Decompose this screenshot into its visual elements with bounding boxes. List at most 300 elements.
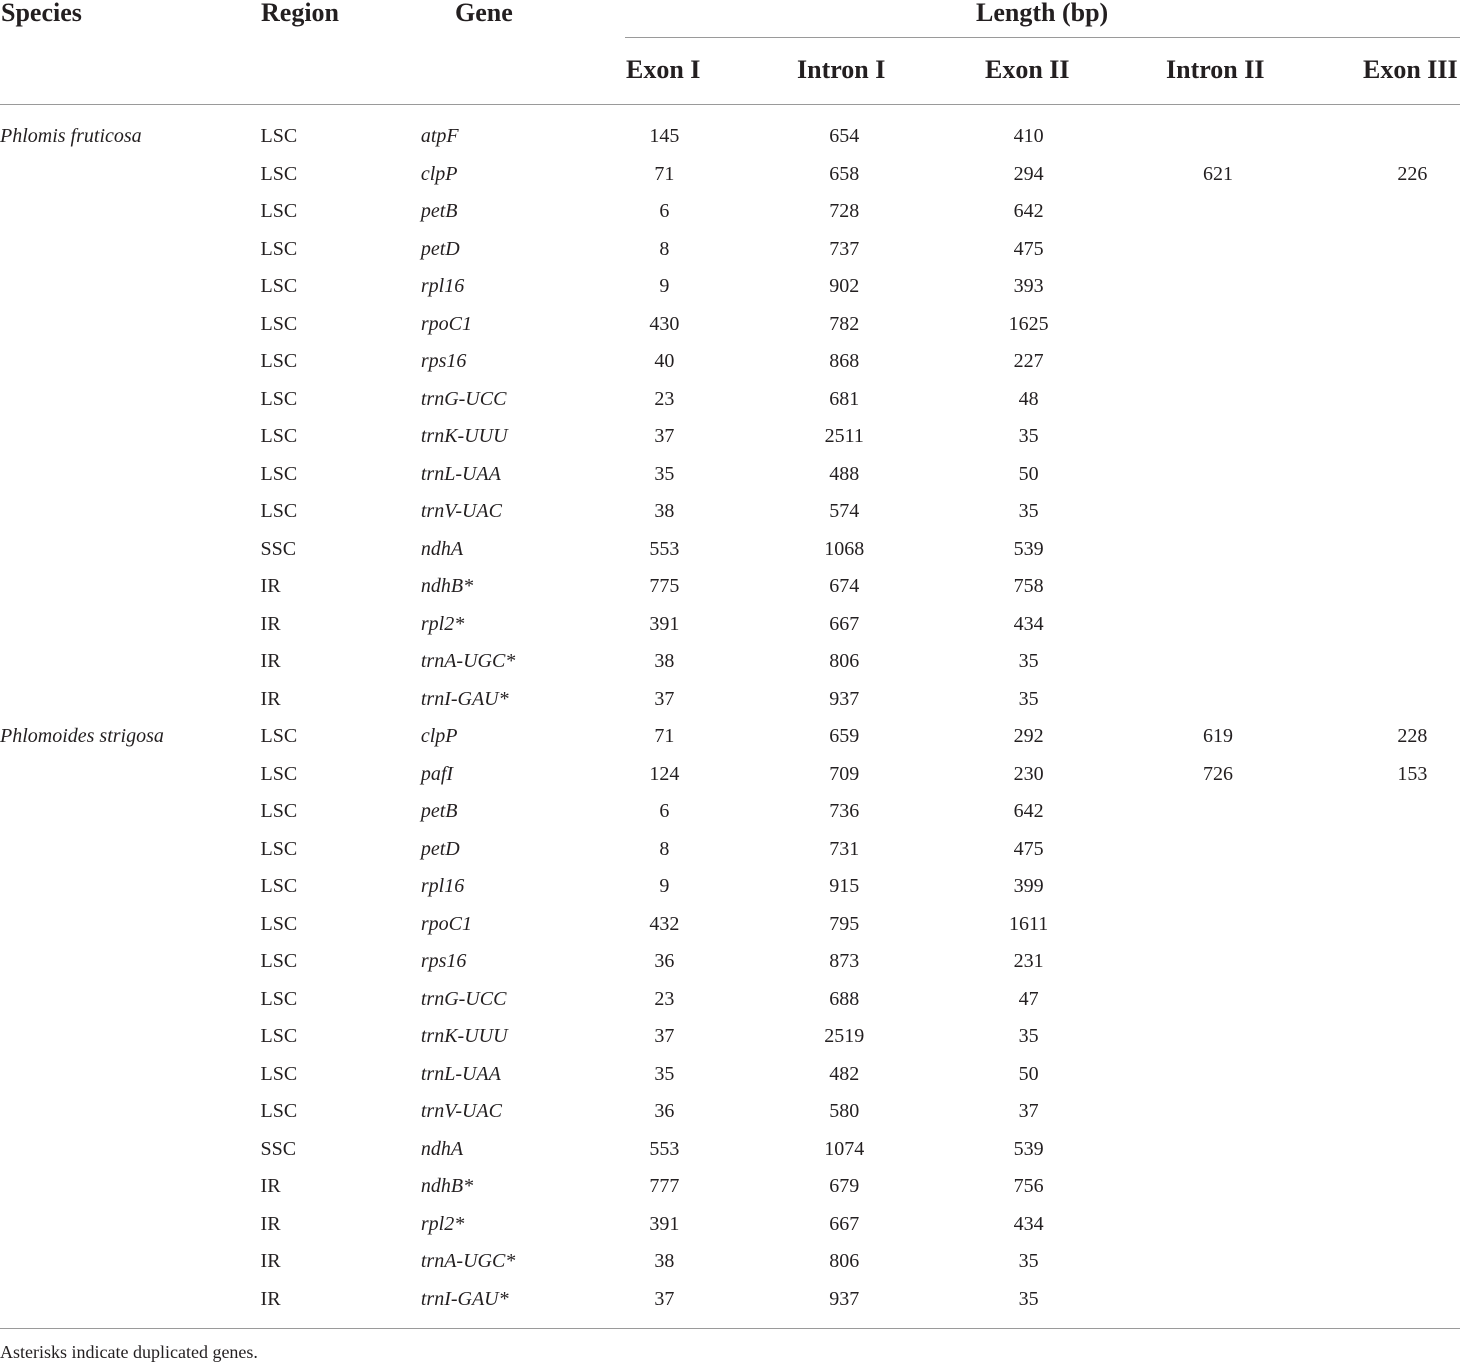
exon-2-cell: 434 xyxy=(1013,1212,1044,1235)
table-row xyxy=(0,1018,1460,1056)
exon-3-cell xyxy=(1365,906,1460,944)
exon-2-cell: 50 xyxy=(1018,462,1039,485)
intron-1-cell: 2519 xyxy=(824,1025,865,1048)
species-cell xyxy=(0,306,261,344)
species-cell xyxy=(0,756,261,794)
exon-1-cell: 391 xyxy=(649,612,680,635)
species-cell: Phlomoides strigosa xyxy=(0,725,164,748)
exon-3-cell xyxy=(1365,1243,1460,1281)
region-cell: LSC xyxy=(260,312,298,335)
exon-3-cell xyxy=(1365,118,1460,156)
footnote: Asterisks indicate duplicated genes. xyxy=(0,1342,258,1362)
exon-3-cell xyxy=(1365,831,1460,869)
gene-cell: rpl16 xyxy=(420,875,465,898)
region-cell: IR xyxy=(260,1175,281,1198)
table-row xyxy=(0,1281,1460,1319)
region-cell: LSC xyxy=(260,162,298,185)
intron-1-cell: 667 xyxy=(829,1212,860,1235)
intron-2-cell xyxy=(1071,1243,1365,1281)
gene-cell: clpP xyxy=(420,725,458,748)
table-row xyxy=(0,831,1460,869)
exon-2-cell: 1611 xyxy=(1008,912,1049,935)
exon-1-cell: 23 xyxy=(654,387,675,410)
exon-3-cell xyxy=(1365,193,1460,231)
intron-2-cell xyxy=(1071,831,1365,869)
exon-2-cell: 48 xyxy=(1018,387,1039,410)
exon-3-cell xyxy=(1365,1168,1460,1206)
gene-cell: petD xyxy=(420,837,460,860)
species-cell xyxy=(0,793,261,831)
intron-1-cell: 737 xyxy=(829,237,860,260)
header-species: Species xyxy=(1,0,82,27)
header-length: Length (bp) xyxy=(976,0,1109,27)
exon-1-cell: 36 xyxy=(654,1100,675,1123)
gene-length-table xyxy=(0,118,1460,1318)
exon-2-cell: 642 xyxy=(1013,800,1044,823)
intron-1-cell: 868 xyxy=(829,350,860,373)
exon-2-cell: 758 xyxy=(1013,575,1044,598)
exon-1-cell: 35 xyxy=(654,462,675,485)
region-cell: LSC xyxy=(260,387,298,410)
gene-cell: trnL-UAA xyxy=(420,462,501,485)
intron-1-cell: 488 xyxy=(829,462,860,485)
gene-cell: trnG-UCC xyxy=(420,387,507,410)
intron-2-cell xyxy=(1071,306,1365,344)
species-cell xyxy=(0,943,261,981)
species-cell xyxy=(0,643,261,681)
exon-2-cell: 35 xyxy=(1018,1250,1039,1273)
exon-3-cell xyxy=(1365,1131,1460,1169)
exon-2-cell: 231 xyxy=(1013,950,1044,973)
exon-2-cell: 399 xyxy=(1013,875,1044,898)
exon-2-cell: 393 xyxy=(1013,275,1044,298)
exon-3-cell xyxy=(1365,1093,1460,1131)
table-row xyxy=(0,756,1460,794)
exon-1-cell: 430 xyxy=(649,312,680,335)
intron-2-cell xyxy=(1071,981,1365,1019)
species-cell xyxy=(0,1206,261,1244)
gene-cell: rpl16 xyxy=(420,275,465,298)
exon-1-cell: 9 xyxy=(659,275,670,298)
exon-1-cell: 35 xyxy=(654,1062,675,1085)
intron-2-cell: 726 xyxy=(1202,762,1233,785)
header-gene: Gene xyxy=(455,0,513,27)
header-intron-2: Intron II xyxy=(1166,55,1265,84)
gene-cell: trnK-UUU xyxy=(420,425,508,448)
table-row xyxy=(0,1243,1460,1281)
table-row xyxy=(0,981,1460,1019)
intron-2-cell xyxy=(1071,418,1365,456)
intron-1-cell: 654 xyxy=(829,125,860,148)
intron-1-cell: 482 xyxy=(829,1062,860,1085)
table-row xyxy=(0,1131,1460,1169)
table-row xyxy=(0,381,1460,419)
table-row xyxy=(0,418,1460,456)
exon-2-cell: 292 xyxy=(1013,725,1044,748)
species-cell xyxy=(0,831,261,869)
table-row xyxy=(0,1206,1460,1244)
species-cell xyxy=(0,868,261,906)
gene-cell: rpl2* xyxy=(420,612,465,635)
intron-2-cell xyxy=(1071,1168,1365,1206)
intron-2-cell xyxy=(1071,681,1365,719)
gene-cell: trnA-UGC* xyxy=(420,650,516,673)
intron-1-cell: 681 xyxy=(829,387,860,410)
intron-1-cell: 915 xyxy=(829,875,860,898)
exon-2-cell: 227 xyxy=(1013,350,1044,373)
exon-1-cell: 37 xyxy=(654,1025,675,1048)
exon-1-cell: 23 xyxy=(654,987,675,1010)
gene-cell: trnV-UAC xyxy=(420,500,502,523)
gene-cell: clpP xyxy=(420,162,458,185)
exon-3-cell xyxy=(1365,493,1460,531)
table-row xyxy=(0,643,1460,681)
gene-cell: trnA-UGC* xyxy=(420,1250,516,1273)
gene-cell: ndhA xyxy=(420,537,464,560)
exon-1-cell: 145 xyxy=(649,125,680,148)
region-cell: IR xyxy=(260,575,281,598)
intron-2-cell xyxy=(1071,868,1365,906)
gene-cell: pafI xyxy=(420,762,454,785)
region-cell: LSC xyxy=(260,500,298,523)
intron-2-cell xyxy=(1071,568,1365,606)
species-cell xyxy=(0,1168,261,1206)
exon-2-cell: 37 xyxy=(1018,1100,1039,1123)
species-cell xyxy=(0,268,261,306)
region-cell: LSC xyxy=(260,837,298,860)
exon-3-cell xyxy=(1365,306,1460,344)
region-cell: LSC xyxy=(260,800,298,823)
intron-2-cell xyxy=(1071,193,1365,231)
intron-2-cell xyxy=(1071,1056,1365,1094)
intron-2-cell xyxy=(1071,531,1365,569)
header-exon-1: Exon I xyxy=(626,55,701,84)
exon-1-cell: 777 xyxy=(649,1175,680,1198)
exon-3-cell xyxy=(1365,643,1460,681)
region-cell: LSC xyxy=(260,987,298,1010)
intron-2-cell xyxy=(1071,343,1365,381)
exon-2-cell: 1625 xyxy=(1008,312,1049,335)
intron-2-cell xyxy=(1071,231,1365,269)
intron-2-cell xyxy=(1071,381,1365,419)
species-cell xyxy=(0,193,261,231)
species-cell xyxy=(0,156,261,194)
table-row xyxy=(0,1056,1460,1094)
exon-3-cell xyxy=(1365,943,1460,981)
table-row xyxy=(0,568,1460,606)
region-cell: LSC xyxy=(260,1025,298,1048)
exon-2-cell: 35 xyxy=(1018,687,1039,710)
intron-1-cell: 937 xyxy=(829,687,860,710)
exon-3-cell: 228 xyxy=(1397,725,1428,748)
gene-cell: trnL-UAA xyxy=(420,1062,501,1085)
table-row xyxy=(0,1168,1460,1206)
table-row xyxy=(0,193,1460,231)
header-bottom-rule xyxy=(0,104,1460,105)
exon-2-cell: 47 xyxy=(1018,987,1039,1010)
exon-1-cell: 6 xyxy=(659,800,670,823)
gene-cell: petB xyxy=(420,200,458,223)
exon-2-cell: 35 xyxy=(1018,500,1039,523)
table-row xyxy=(0,681,1460,719)
species-cell xyxy=(0,493,261,531)
region-cell: LSC xyxy=(260,762,298,785)
exon-2-cell: 50 xyxy=(1018,1062,1039,1085)
species-cell xyxy=(0,456,261,494)
intron-1-cell: 902 xyxy=(829,275,860,298)
exon-1-cell: 124 xyxy=(649,762,680,785)
exon-1-cell: 71 xyxy=(654,725,675,748)
table-row xyxy=(0,156,1460,194)
intron-1-cell: 688 xyxy=(829,987,860,1010)
region-cell: LSC xyxy=(260,1100,298,1123)
species-cell xyxy=(0,343,261,381)
gene-cell: ndhA xyxy=(420,1137,464,1160)
table-row xyxy=(0,906,1460,944)
region-cell: LSC xyxy=(260,200,298,223)
intron-1-cell: 873 xyxy=(829,950,860,973)
exon-1-cell: 9 xyxy=(659,875,670,898)
exon-3-cell xyxy=(1365,793,1460,831)
table-row xyxy=(0,118,1460,156)
gene-cell: petD xyxy=(420,237,460,260)
header-exon-3: Exon III xyxy=(1363,55,1458,84)
exon-3-cell: 153 xyxy=(1397,762,1428,785)
exon-3-cell xyxy=(1365,1281,1460,1319)
region-cell: IR xyxy=(260,1250,281,1273)
species-cell xyxy=(0,1018,261,1056)
exon-1-cell: 36 xyxy=(654,950,675,973)
intron-1-cell: 1074 xyxy=(824,1137,865,1160)
gene-cell: trnG-UCC xyxy=(420,987,507,1010)
species-cell xyxy=(0,568,261,606)
intron-1-cell: 731 xyxy=(829,837,860,860)
exon-2-cell: 230 xyxy=(1013,762,1044,785)
exon-1-cell: 37 xyxy=(654,425,675,448)
exon-2-cell: 410 xyxy=(1013,125,1044,148)
exon-2-cell: 642 xyxy=(1013,200,1044,223)
exon-2-cell: 35 xyxy=(1018,1025,1039,1048)
intron-1-cell: 1068 xyxy=(824,537,865,560)
exon-2-cell: 35 xyxy=(1018,425,1039,448)
intron-2-cell xyxy=(1071,268,1365,306)
intron-2-cell xyxy=(1071,1131,1365,1169)
intron-1-cell: 659 xyxy=(829,725,860,748)
exon-1-cell: 37 xyxy=(654,687,675,710)
exon-1-cell: 37 xyxy=(654,1287,675,1310)
header-intron-1: Intron I xyxy=(797,55,886,84)
exon-3-cell xyxy=(1365,418,1460,456)
species-cell xyxy=(0,1056,261,1094)
intron-1-cell: 679 xyxy=(829,1175,860,1198)
table-row xyxy=(0,1093,1460,1131)
exon-1-cell: 432 xyxy=(649,912,680,935)
gene-cell: rpoC1 xyxy=(420,912,472,935)
exon-1-cell: 40 xyxy=(654,350,675,373)
intron-1-cell: 580 xyxy=(829,1100,860,1123)
intron-2-cell xyxy=(1071,943,1365,981)
intron-1-cell: 658 xyxy=(829,162,860,185)
exon-3-cell xyxy=(1365,381,1460,419)
intron-1-cell: 736 xyxy=(829,800,860,823)
species-cell xyxy=(0,381,261,419)
intron-2-cell xyxy=(1071,606,1365,644)
header-region: Region xyxy=(261,0,339,27)
exon-3-cell xyxy=(1365,1018,1460,1056)
gene-cell: rpl2* xyxy=(420,1212,465,1235)
exon-1-cell: 38 xyxy=(654,500,675,523)
exon-3-cell xyxy=(1365,531,1460,569)
region-cell: LSC xyxy=(260,950,298,973)
species-cell: Phlomis fruticosa xyxy=(0,125,142,148)
region-cell: IR xyxy=(260,687,281,710)
table-row xyxy=(0,343,1460,381)
region-cell: LSC xyxy=(260,462,298,485)
table-row xyxy=(0,456,1460,494)
intron-1-cell: 782 xyxy=(829,312,860,335)
intron-1-cell: 674 xyxy=(829,575,860,598)
exon-1-cell: 71 xyxy=(654,162,675,185)
gene-cell: trnV-UAC xyxy=(420,1100,502,1123)
region-cell: LSC xyxy=(260,875,298,898)
table-row xyxy=(0,606,1460,644)
intron-2-cell: 621 xyxy=(1202,162,1233,185)
exon-3-cell xyxy=(1365,268,1460,306)
table-row xyxy=(0,718,1460,756)
region-cell: LSC xyxy=(260,912,298,935)
exon-2-cell: 756 xyxy=(1013,1175,1044,1198)
exon-3-cell xyxy=(1365,568,1460,606)
species-cell xyxy=(0,1131,261,1169)
gene-cell: trnI-GAU* xyxy=(420,1287,509,1310)
exon-2-cell: 35 xyxy=(1018,650,1039,673)
species-cell xyxy=(0,531,261,569)
exon-2-cell: 539 xyxy=(1013,1137,1044,1160)
exon-2-cell: 434 xyxy=(1013,612,1044,635)
exon-3-cell xyxy=(1365,981,1460,1019)
exon-1-cell: 8 xyxy=(659,837,670,860)
gene-cell: rps16 xyxy=(420,350,467,373)
exon-2-cell: 475 xyxy=(1013,237,1044,260)
gene-cell: petB xyxy=(420,800,458,823)
intron-1-cell: 795 xyxy=(829,912,860,935)
table-row xyxy=(0,868,1460,906)
gene-cell: rpoC1 xyxy=(420,312,472,335)
gene-cell: ndhB* xyxy=(420,575,474,598)
species-cell xyxy=(0,1281,261,1319)
table-row xyxy=(0,306,1460,344)
intron-2-cell: 619 xyxy=(1202,725,1233,748)
intron-1-cell: 2511 xyxy=(824,425,864,448)
exon-3-cell xyxy=(1365,1206,1460,1244)
gene-cell: trnK-UUU xyxy=(420,1025,508,1048)
exon-3-cell xyxy=(1365,868,1460,906)
species-cell xyxy=(0,1093,261,1131)
gene-cell: atpF xyxy=(420,125,459,148)
intron-1-cell: 667 xyxy=(829,612,860,635)
table-row xyxy=(0,943,1460,981)
region-cell: LSC xyxy=(260,237,298,260)
intron-2-cell xyxy=(1071,1281,1365,1319)
intron-2-cell xyxy=(1071,456,1365,494)
region-cell: LSC xyxy=(260,275,298,298)
exon-1-cell: 38 xyxy=(654,650,675,673)
species-cell xyxy=(0,981,261,1019)
region-cell: SSC xyxy=(260,1137,297,1160)
region-cell: IR xyxy=(260,1287,281,1310)
intron-1-cell: 806 xyxy=(829,1250,860,1273)
gene-cell: rps16 xyxy=(420,950,467,973)
exon-3-cell xyxy=(1365,231,1460,269)
region-cell: SSC xyxy=(260,537,297,560)
table-bottom-rule xyxy=(0,1328,1460,1329)
exon-3-cell xyxy=(1365,606,1460,644)
intron-2-cell xyxy=(1071,1206,1365,1244)
species-cell xyxy=(0,1243,261,1281)
region-cell: LSC xyxy=(260,1062,298,1085)
table-row xyxy=(0,268,1460,306)
species-cell xyxy=(0,906,261,944)
region-cell: LSC xyxy=(260,425,298,448)
table-row xyxy=(0,793,1460,831)
table-row xyxy=(0,531,1460,569)
exon-1-cell: 6 xyxy=(659,200,670,223)
gene-cell: ndhB* xyxy=(420,1175,474,1198)
exon-1-cell: 391 xyxy=(649,1212,680,1235)
intron-2-cell xyxy=(1071,1018,1365,1056)
region-cell: LSC xyxy=(260,125,298,148)
exon-1-cell: 553 xyxy=(649,537,680,560)
intron-2-cell xyxy=(1071,793,1365,831)
exon-3-cell xyxy=(1365,343,1460,381)
table-row xyxy=(0,231,1460,269)
intron-1-cell: 709 xyxy=(829,762,860,785)
exon-1-cell: 38 xyxy=(654,1250,675,1273)
species-cell xyxy=(0,606,261,644)
exon-2-cell: 475 xyxy=(1013,837,1044,860)
exon-1-cell: 8 xyxy=(659,237,670,260)
exon-2-cell: 539 xyxy=(1013,537,1044,560)
exon-3-cell: 226 xyxy=(1397,162,1428,185)
length-subheader-rule xyxy=(625,37,1460,38)
region-cell: IR xyxy=(260,650,281,673)
exon-1-cell: 553 xyxy=(649,1137,680,1160)
region-cell: LSC xyxy=(260,350,298,373)
exon-2-cell: 294 xyxy=(1013,162,1044,185)
intron-2-cell xyxy=(1071,493,1365,531)
intron-1-cell: 728 xyxy=(829,200,860,223)
exon-3-cell xyxy=(1365,1056,1460,1094)
exon-3-cell xyxy=(1365,681,1460,719)
gene-cell: trnI-GAU* xyxy=(420,687,509,710)
exon-1-cell: 775 xyxy=(649,575,680,598)
intron-2-cell xyxy=(1071,643,1365,681)
intron-1-cell: 937 xyxy=(829,1287,860,1310)
region-cell: IR xyxy=(260,612,281,635)
species-cell xyxy=(0,231,261,269)
intron-2-cell xyxy=(1071,1093,1365,1131)
table-row xyxy=(0,493,1460,531)
species-cell xyxy=(0,418,261,456)
header-exon-2: Exon II xyxy=(985,55,1070,84)
region-cell: LSC xyxy=(260,725,298,748)
intron-2-cell xyxy=(1071,906,1365,944)
intron-1-cell: 806 xyxy=(829,650,860,673)
region-cell: IR xyxy=(260,1212,281,1235)
intron-2-cell xyxy=(1071,118,1365,156)
species-cell xyxy=(0,681,261,719)
intron-1-cell: 574 xyxy=(829,500,860,523)
